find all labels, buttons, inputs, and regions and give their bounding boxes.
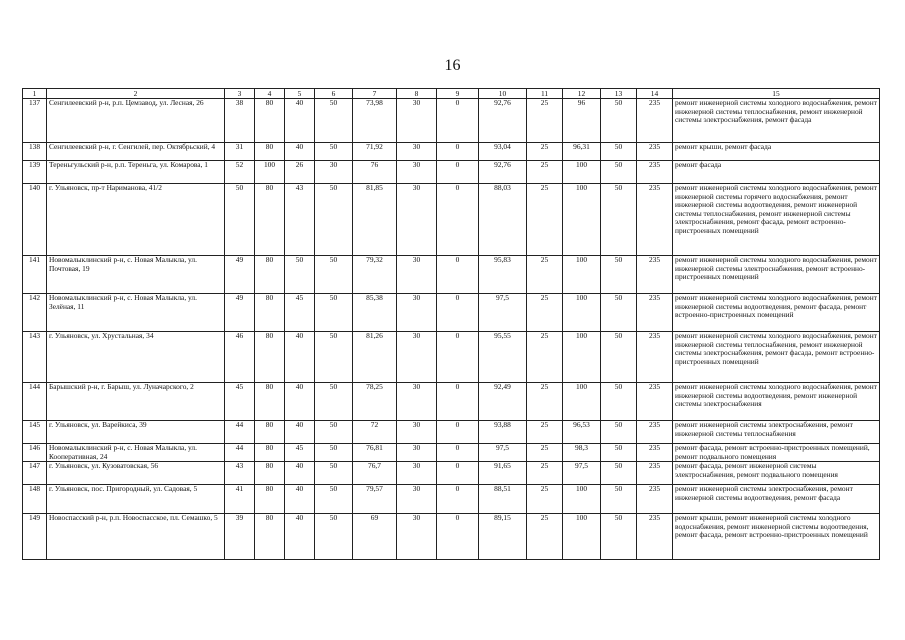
value-cell: 30: [315, 161, 353, 184]
column-header: 8: [397, 89, 437, 99]
value-cell: 89,15: [479, 514, 527, 560]
value-cell: 50: [315, 332, 353, 383]
value-cell: 30: [397, 383, 437, 421]
works-cell: ремонт инженерной системы электроснабжения, ремонт инженерной системы теплоснабжения: [673, 421, 880, 444]
value-cell: 97,5: [563, 462, 601, 485]
value-cell: 100: [563, 184, 601, 256]
value-cell: 0: [437, 256, 479, 294]
value-cell: 40: [285, 383, 315, 421]
value-cell: 88,03: [479, 184, 527, 256]
row-number-cell: 142: [23, 294, 47, 332]
works-cell: ремонт инженерной системы холодного водоснабжения, ремонт инженерной системы горячего водоснабжения, ремонт инженерной системы водоотведения, ремонт инженерной системы теплоснабжения, ремонт инженерной системы электроснабжения, ремонт фасада, ремонт встроенно-пристроенных помещений: [673, 184, 880, 256]
value-cell: 50: [315, 143, 353, 161]
column-header: 3: [225, 89, 255, 99]
value-cell: 235: [637, 383, 673, 421]
value-cell: 235: [637, 514, 673, 560]
row-number-cell: 148: [23, 485, 47, 514]
header-row: [23, 89, 880, 99]
value-cell: 235: [637, 184, 673, 256]
value-cell: 93,04: [479, 143, 527, 161]
value-cell: 50: [315, 184, 353, 256]
value-cell: 50: [601, 485, 637, 514]
value-cell: 25: [527, 294, 563, 332]
value-cell: 50: [315, 99, 353, 143]
value-cell: 50: [601, 143, 637, 161]
works-cell: ремонт фасада: [673, 161, 880, 184]
value-cell: 30: [397, 143, 437, 161]
value-cell: 40: [285, 514, 315, 560]
value-cell: 100: [563, 485, 601, 514]
row-number-cell: 138: [23, 143, 47, 161]
value-cell: 30: [397, 514, 437, 560]
column-header: 2: [47, 89, 225, 99]
value-cell: 235: [637, 143, 673, 161]
value-cell: 26: [285, 161, 315, 184]
value-cell: 44: [225, 444, 255, 462]
value-cell: 0: [437, 143, 479, 161]
value-cell: 0: [437, 161, 479, 184]
row-number-cell: 146: [23, 444, 47, 462]
table-row: [23, 256, 880, 294]
value-cell: 30: [397, 332, 437, 383]
works-cell: ремонт инженерной системы холодного водоснабжения, ремонт инженерной системы электроснабжения, ремонт встроенно-пристроенных помещений: [673, 256, 880, 294]
value-cell: 235: [637, 161, 673, 184]
value-cell: 69: [353, 514, 397, 560]
value-cell: 43: [225, 462, 255, 485]
column-header: 13: [601, 89, 637, 99]
value-cell: 76,81: [353, 444, 397, 462]
value-cell: 80: [255, 485, 285, 514]
value-cell: 50: [225, 184, 255, 256]
value-cell: 79,32: [353, 256, 397, 294]
works-cell: ремонт фасада, ремонт инженерной системы электроснабжения, ремонт подвального помещения: [673, 462, 880, 485]
value-cell: 40: [285, 99, 315, 143]
row-number-cell: 140: [23, 184, 47, 256]
value-cell: 40: [285, 143, 315, 161]
value-cell: 50: [315, 485, 353, 514]
column-header: 6: [315, 89, 353, 99]
value-cell: 50: [285, 256, 315, 294]
value-cell: 50: [601, 256, 637, 294]
works-cell: ремонт инженерной системы холодного водоснабжения, ремонт инженерной системы водоотведения, ремонт инженерной системы электроснабжения: [673, 383, 880, 421]
value-cell: 50: [315, 514, 353, 560]
value-cell: 40: [285, 332, 315, 383]
value-cell: 92,76: [479, 99, 527, 143]
value-cell: 30: [397, 462, 437, 485]
value-cell: 46: [225, 332, 255, 383]
value-cell: 25: [527, 184, 563, 256]
address-cell: г. Ульяновск, пос. Пригородный, ул. Садовая, 5: [47, 485, 225, 514]
value-cell: 80: [255, 184, 285, 256]
address-cell: г. Ульяновск, пр-т Нариманова, 41/2: [47, 184, 225, 256]
value-cell: 50: [601, 444, 637, 462]
table-row: [23, 332, 880, 383]
value-cell: 80: [255, 421, 285, 444]
column-header: 9: [437, 89, 479, 99]
value-cell: 96: [563, 99, 601, 143]
table-row: [23, 161, 880, 184]
value-cell: 25: [527, 462, 563, 485]
value-cell: 79,57: [353, 485, 397, 514]
value-cell: 30: [397, 444, 437, 462]
value-cell: 45: [285, 294, 315, 332]
value-cell: 80: [255, 462, 285, 485]
column-header: 5: [285, 89, 315, 99]
value-cell: 49: [225, 294, 255, 332]
value-cell: 30: [397, 184, 437, 256]
value-cell: 80: [255, 332, 285, 383]
value-cell: 92,76: [479, 161, 527, 184]
value-cell: 0: [437, 184, 479, 256]
works-cell: ремонт инженерной системы холодного водоснабжения, ремонт инженерной системы теплоснабжения, ремонт инженерной системы электроснабжения, ремонт фасада, ремонт встроенно-пристроенных помещений: [673, 332, 880, 383]
value-cell: 50: [315, 383, 353, 421]
address-cell: Новомалыклинский р-н, с. Новая Малыкла, ул. Почтовая, 19: [47, 256, 225, 294]
value-cell: 50: [315, 256, 353, 294]
value-cell: 50: [315, 294, 353, 332]
value-cell: 0: [437, 444, 479, 462]
value-cell: 43: [285, 184, 315, 256]
address-cell: Новоспасский р-н, р.п. Новоспасское, пл. Семашко, 5: [47, 514, 225, 560]
table-row: [23, 485, 880, 514]
value-cell: 52: [225, 161, 255, 184]
value-cell: 78,25: [353, 383, 397, 421]
table-row: [23, 99, 880, 143]
value-cell: 97,5: [479, 294, 527, 332]
value-cell: 96,53: [563, 421, 601, 444]
value-cell: 100: [255, 161, 285, 184]
table-row: [23, 294, 880, 332]
address-cell: Барышский р-н, г. Барыш, ул. Луначарского, 2: [47, 383, 225, 421]
value-cell: 25: [527, 514, 563, 560]
value-cell: 235: [637, 462, 673, 485]
value-cell: 0: [437, 383, 479, 421]
column-header: 1: [23, 89, 47, 99]
value-cell: 50: [601, 462, 637, 485]
value-cell: 30: [397, 421, 437, 444]
value-cell: 25: [527, 485, 563, 514]
value-cell: 81,26: [353, 332, 397, 383]
value-cell: 50: [601, 161, 637, 184]
value-cell: 0: [437, 514, 479, 560]
value-cell: 80: [255, 99, 285, 143]
value-cell: 30: [397, 485, 437, 514]
value-cell: 76: [353, 161, 397, 184]
works-cell: ремонт инженерной системы электроснабжения, ремонт инженерной системы водоотведения, ремонт фасада: [673, 485, 880, 514]
value-cell: 40: [285, 462, 315, 485]
value-cell: 235: [637, 444, 673, 462]
value-cell: 80: [255, 514, 285, 560]
column-header: 4: [255, 89, 285, 99]
value-cell: 40: [285, 485, 315, 514]
works-cell: ремонт инженерной системы холодного водоснабжения, ремонт инженерной системы теплоснабжения, ремонт инженерной системы электроснабжения, ремонт фасада: [673, 99, 880, 143]
value-cell: 235: [637, 332, 673, 383]
value-cell: 50: [601, 383, 637, 421]
works-cell: ремонт крыши, ремонт фасада: [673, 143, 880, 161]
value-cell: 25: [527, 99, 563, 143]
table-row: [23, 383, 880, 421]
works-cell: ремонт фасада, ремонт встроенно-пристроенных помещений, ремонт подвального помещения: [673, 444, 880, 462]
works-cell: ремонт крыши, ремонт инженерной системы холодного водоснабжения, ремонт инженерной системы водоотведения, ремонт фасада, ремонт встроенно-пристроенных помещений: [673, 514, 880, 560]
value-cell: 39: [225, 514, 255, 560]
address-cell: Сенгилеевский р-н, г. Сенгилей, пер. Октябрьский, 4: [47, 143, 225, 161]
value-cell: 92,49: [479, 383, 527, 421]
value-cell: 25: [527, 332, 563, 383]
row-number-cell: 149: [23, 514, 47, 560]
page-number: 16: [444, 57, 461, 74]
value-cell: 100: [563, 332, 601, 383]
value-cell: 100: [563, 161, 601, 184]
row-number-cell: 144: [23, 383, 47, 421]
value-cell: 100: [563, 383, 601, 421]
value-cell: 80: [255, 256, 285, 294]
address-cell: г. Ульяновск, ул. Хрустальная, 34: [47, 332, 225, 383]
value-cell: 30: [397, 161, 437, 184]
value-cell: 235: [637, 421, 673, 444]
address-cell: Тереньгульский р-н, р.п. Тереньга, ул. Комарова, 1: [47, 161, 225, 184]
value-cell: 88,51: [479, 485, 527, 514]
value-cell: 38: [225, 99, 255, 143]
table-row: [23, 421, 880, 444]
value-cell: 50: [601, 184, 637, 256]
value-cell: 98,3: [563, 444, 601, 462]
value-cell: 50: [601, 421, 637, 444]
value-cell: 85,38: [353, 294, 397, 332]
value-cell: 0: [437, 462, 479, 485]
address-cell: Новомалыклинский р-н, с. Новая Малыкла, ул. Кооперативная, 24: [47, 444, 225, 462]
value-cell: 45: [225, 383, 255, 421]
column-header: 12: [563, 89, 601, 99]
value-cell: 235: [637, 256, 673, 294]
value-cell: 97,5: [479, 444, 527, 462]
value-cell: 30: [397, 99, 437, 143]
row-number-cell: 145: [23, 421, 47, 444]
row-number-cell: 137: [23, 99, 47, 143]
value-cell: 80: [255, 383, 285, 421]
value-cell: 72: [353, 421, 397, 444]
value-cell: 25: [527, 161, 563, 184]
value-cell: 30: [397, 294, 437, 332]
value-cell: 93,88: [479, 421, 527, 444]
value-cell: 45: [285, 444, 315, 462]
value-cell: 50: [601, 514, 637, 560]
value-cell: 50: [601, 294, 637, 332]
table-row: [23, 514, 880, 560]
address-cell: г. Ульяновск, ул. Кузоватовская, 56: [47, 462, 225, 485]
value-cell: 80: [255, 143, 285, 161]
value-cell: 50: [601, 332, 637, 383]
value-cell: 0: [437, 294, 479, 332]
column-header: 11: [527, 89, 563, 99]
value-cell: 71,92: [353, 143, 397, 161]
value-cell: 25: [527, 143, 563, 161]
table-row: [23, 462, 880, 485]
value-cell: 50: [601, 99, 637, 143]
works-cell: ремонт инженерной системы холодного водоснабжения, ремонт инженерной системы водоотведения, ремонт фасада, ремонт встроенно-пристроенных помещений: [673, 294, 880, 332]
row-number-cell: 147: [23, 462, 47, 485]
value-cell: 40: [285, 421, 315, 444]
address-cell: Новомалыклинский р-н, с. Новая Малыкла, ул. Зелёная, 11: [47, 294, 225, 332]
value-cell: 235: [637, 294, 673, 332]
value-cell: 50: [315, 444, 353, 462]
value-cell: 91,65: [479, 462, 527, 485]
table-row: [23, 143, 880, 161]
row-number-cell: 141: [23, 256, 47, 294]
value-cell: 25: [527, 256, 563, 294]
value-cell: 30: [397, 256, 437, 294]
value-cell: 25: [527, 383, 563, 421]
address-cell: Сенгилеевский р-н, р.п. Цемзавод, ул. Лесная, 26: [47, 99, 225, 143]
column-header: 7: [353, 89, 397, 99]
value-cell: 96,31: [563, 143, 601, 161]
address-cell: г. Ульяновск, ул. Варейкиса, 39: [47, 421, 225, 444]
value-cell: 95,55: [479, 332, 527, 383]
value-cell: 50: [315, 462, 353, 485]
value-cell: 41: [225, 485, 255, 514]
value-cell: 50: [315, 421, 353, 444]
column-header: 14: [637, 89, 673, 99]
row-number-cell: 143: [23, 332, 47, 383]
value-cell: 25: [527, 421, 563, 444]
value-cell: 80: [255, 294, 285, 332]
row-number-cell: 139: [23, 161, 47, 184]
value-cell: 95,83: [479, 256, 527, 294]
repair-table: [22, 88, 880, 560]
value-cell: 44: [225, 421, 255, 444]
value-cell: 0: [437, 421, 479, 444]
value-cell: 100: [563, 256, 601, 294]
value-cell: 81,85: [353, 184, 397, 256]
column-header: 10: [479, 89, 527, 99]
value-cell: 100: [563, 514, 601, 560]
value-cell: 80: [255, 444, 285, 462]
column-header: 15: [673, 89, 880, 99]
value-cell: 0: [437, 485, 479, 514]
value-cell: 235: [637, 485, 673, 514]
table-row: [23, 184, 880, 256]
value-cell: 73,98: [353, 99, 397, 143]
value-cell: 235: [637, 99, 673, 143]
value-cell: 25: [527, 444, 563, 462]
value-cell: 0: [437, 99, 479, 143]
value-cell: 0: [437, 332, 479, 383]
table-row: [23, 444, 880, 462]
value-cell: 31: [225, 143, 255, 161]
value-cell: 76,7: [353, 462, 397, 485]
value-cell: 49: [225, 256, 255, 294]
value-cell: 100: [563, 294, 601, 332]
